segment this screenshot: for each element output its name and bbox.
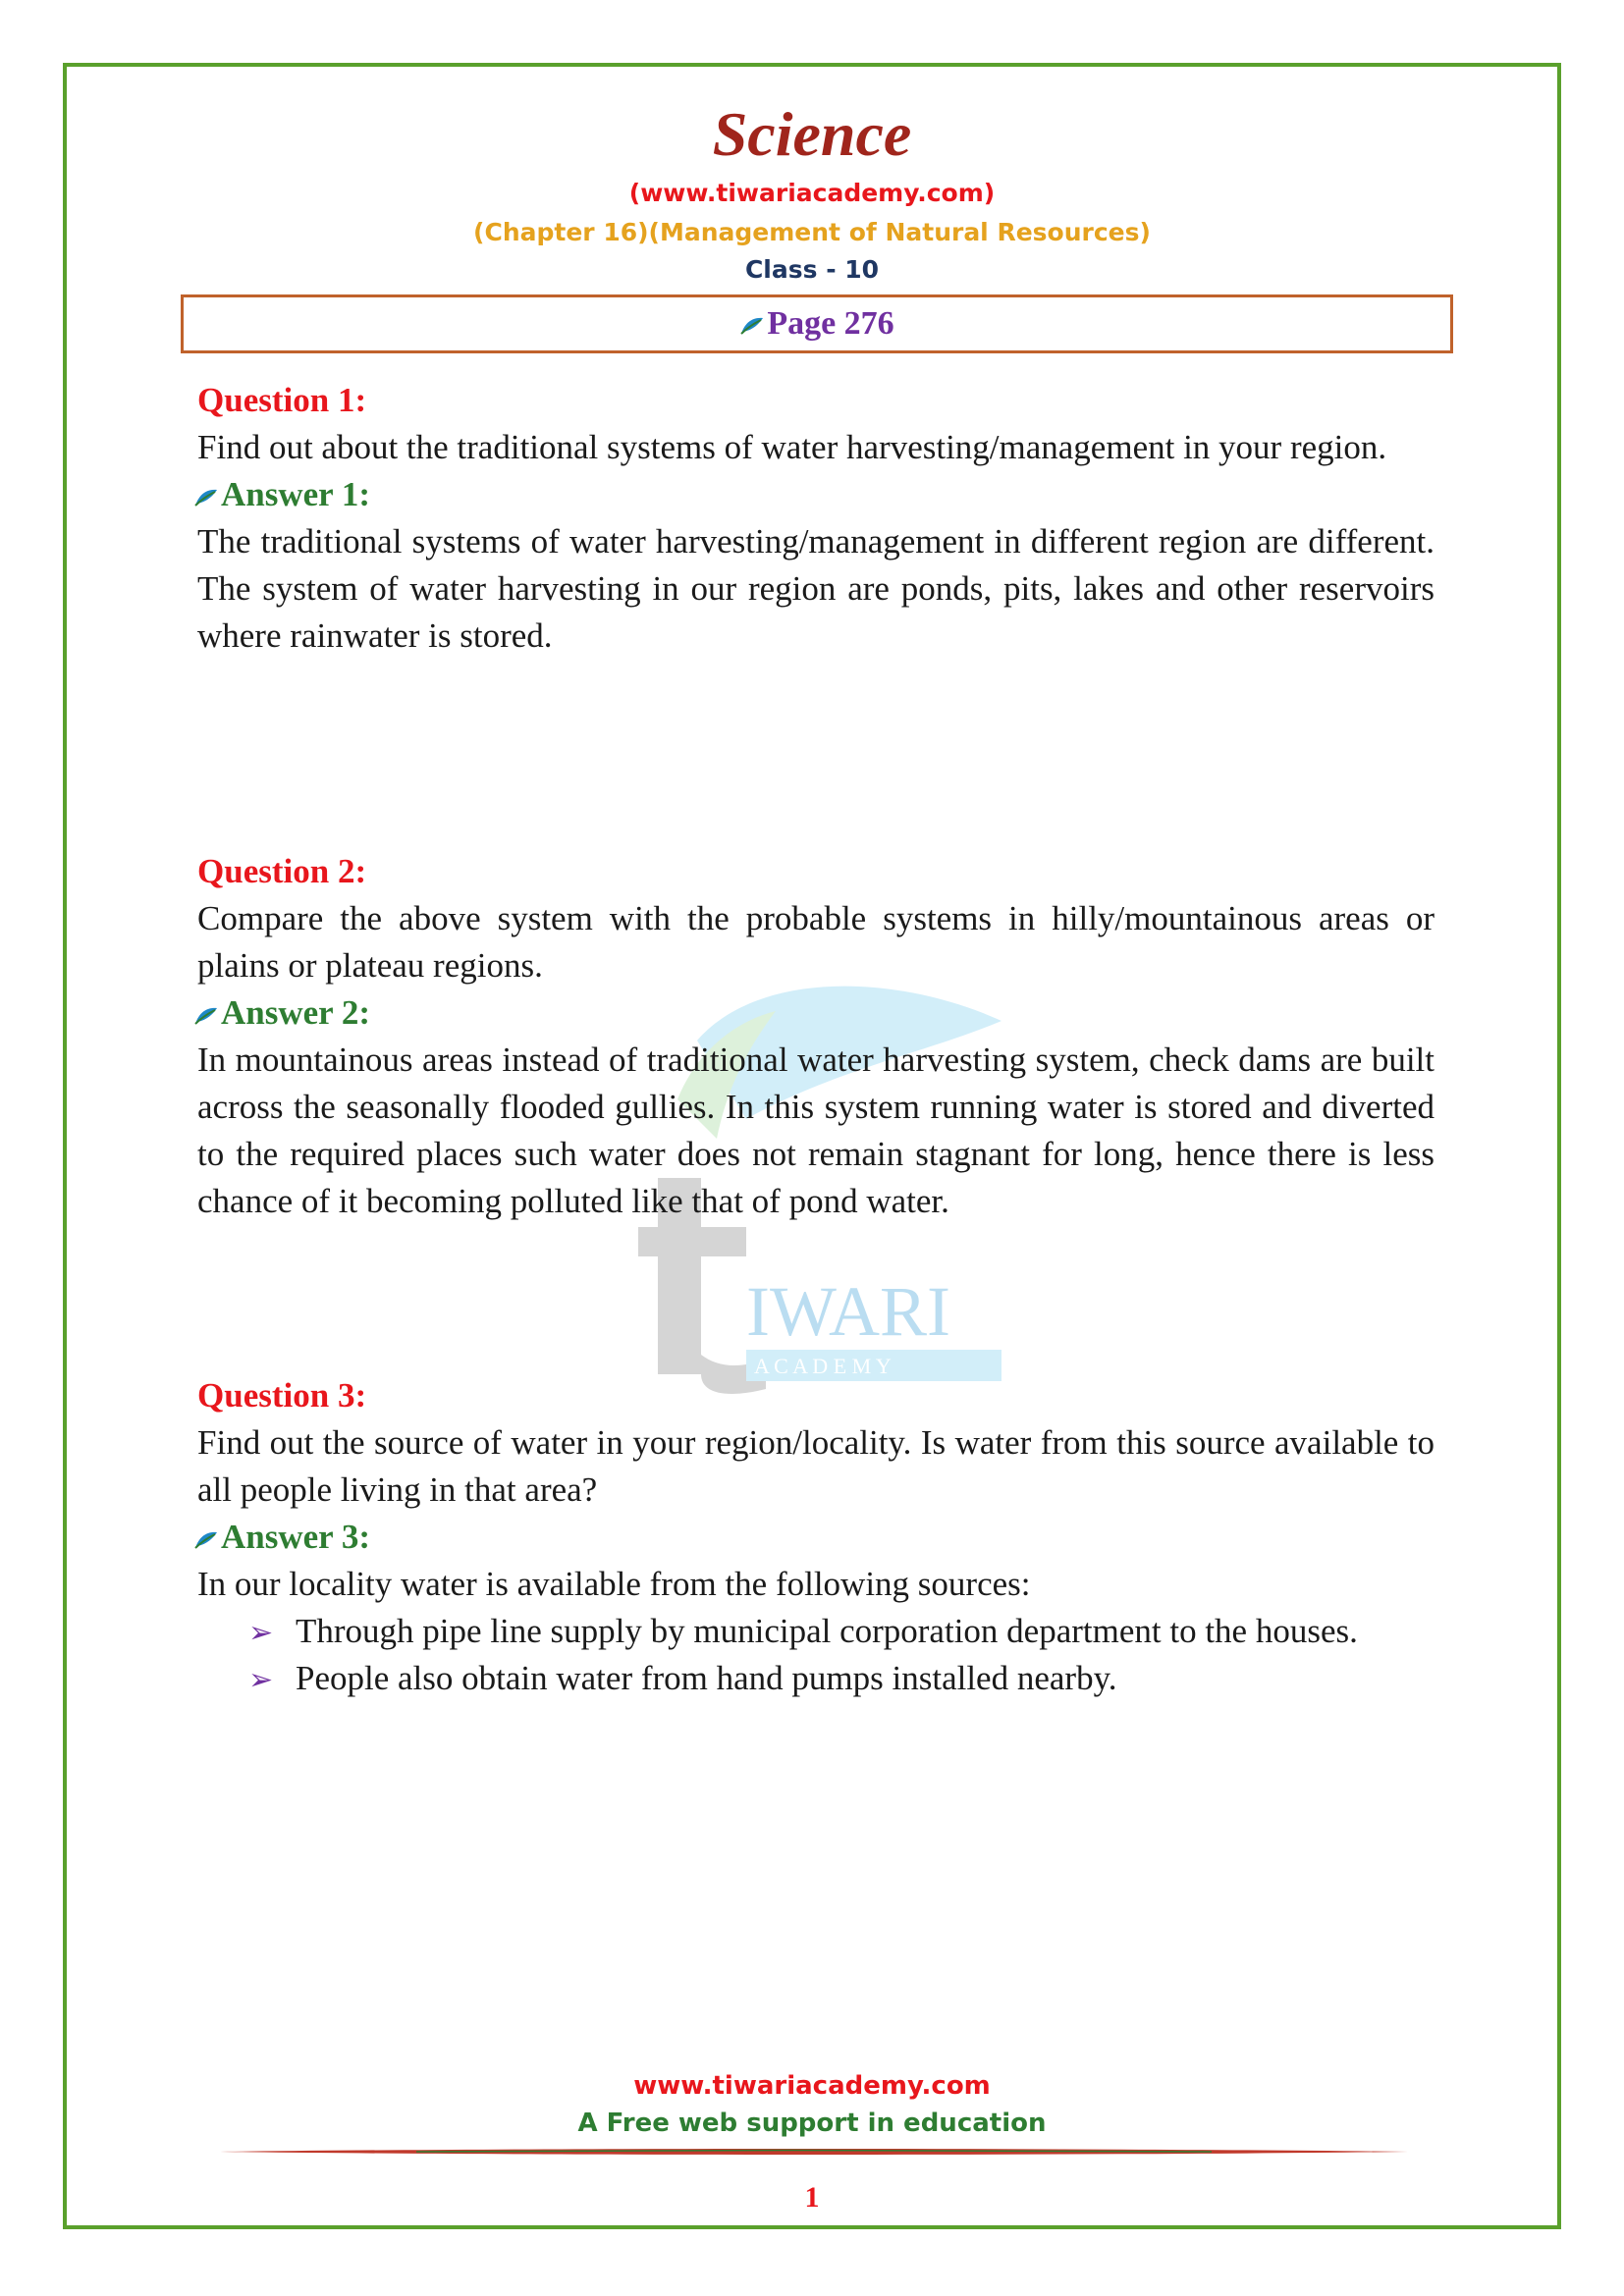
qa-item-1 [197, 377, 1435, 660]
class-label: Class - 10 [744, 255, 880, 284]
answer-2-text: In mountainous areas instead of traditional water harvesting system, check dams are built across the seasonally flooded gullies. In this system running water is stored and diverted to the required places such water does not remain stagnant for long, hence there is less chance of it becoming polluted like that of pond water. [197, 1041, 1435, 1220]
svg-text:IWARI: IWARI [746, 1272, 950, 1351]
question-2-text: Compare the above system with the probable systems in hilly/mountainous areas or plains or plateau regions. [197, 899, 1435, 985]
tiwari-leaf-icon [739, 316, 765, 336]
answer-3-label: Answer 3: [193, 1514, 1435, 1561]
page-number: 1 [804, 2181, 820, 2214]
header-site-link[interactable]: (www.tiwariacademy.com) [628, 179, 996, 207]
tiwari-leaf-icon [193, 1530, 219, 1550]
arrow-bullet-icon: ➢ [248, 1616, 274, 1650]
qa-item-3 [197, 1372, 1435, 1702]
tiwari-leaf-icon [193, 1006, 219, 1026]
answer-3-text: In our locality water is available from the following sources: [197, 1565, 1031, 1603]
question-3-label: Question 3: [197, 1376, 367, 1415]
page-number-box [181, 294, 1453, 353]
footer-site-link[interactable]: www.tiwariacademy.com [633, 2071, 991, 2101]
tiwari-leaf-icon [193, 488, 219, 507]
answer-2-label: Answer 2: [193, 989, 1435, 1037]
chapter-title: (Chapter 16)(Management of Natural Resources) [473, 218, 1151, 246]
question-2-label: Question 2: [197, 852, 367, 890]
svg-text:A C A D E M Y: A C A D E M Y [754, 1354, 892, 1378]
answer-1-text: The traditional systems of water harvesting/management in different region are different. The system of water harvesting in our region are ponds, pits, lakes and other reservoirs where rainwater is stored. [197, 522, 1435, 655]
qa-item-2 [197, 848, 1435, 1225]
list-item: ➢ Through pipe line supply by municipal corporation department to the houses. [197, 1608, 1435, 1655]
answer-3-bullets [197, 1608, 1435, 1702]
arrow-bullet-icon: ➢ [248, 1663, 274, 1697]
question-1-text: Find out about the traditional systems of water harvesting/management in your region. [197, 428, 1387, 466]
footer-tagline: A Free web support in education [577, 2109, 1047, 2138]
question-3-text: Find out the source of water in your region/locality. Is water from this source available to all people living in that area? [197, 1423, 1435, 1509]
footer-divider [220, 2148, 1408, 2156]
page-label: Page 276 [767, 305, 894, 342]
question-1-label: Question 1: [197, 381, 367, 419]
answer-1-label: Answer 1: [193, 471, 1435, 518]
doc-title: Science [712, 99, 912, 169]
list-item: ➢ People also obtain water from hand pumps installed nearby. [197, 1655, 1435, 1702]
